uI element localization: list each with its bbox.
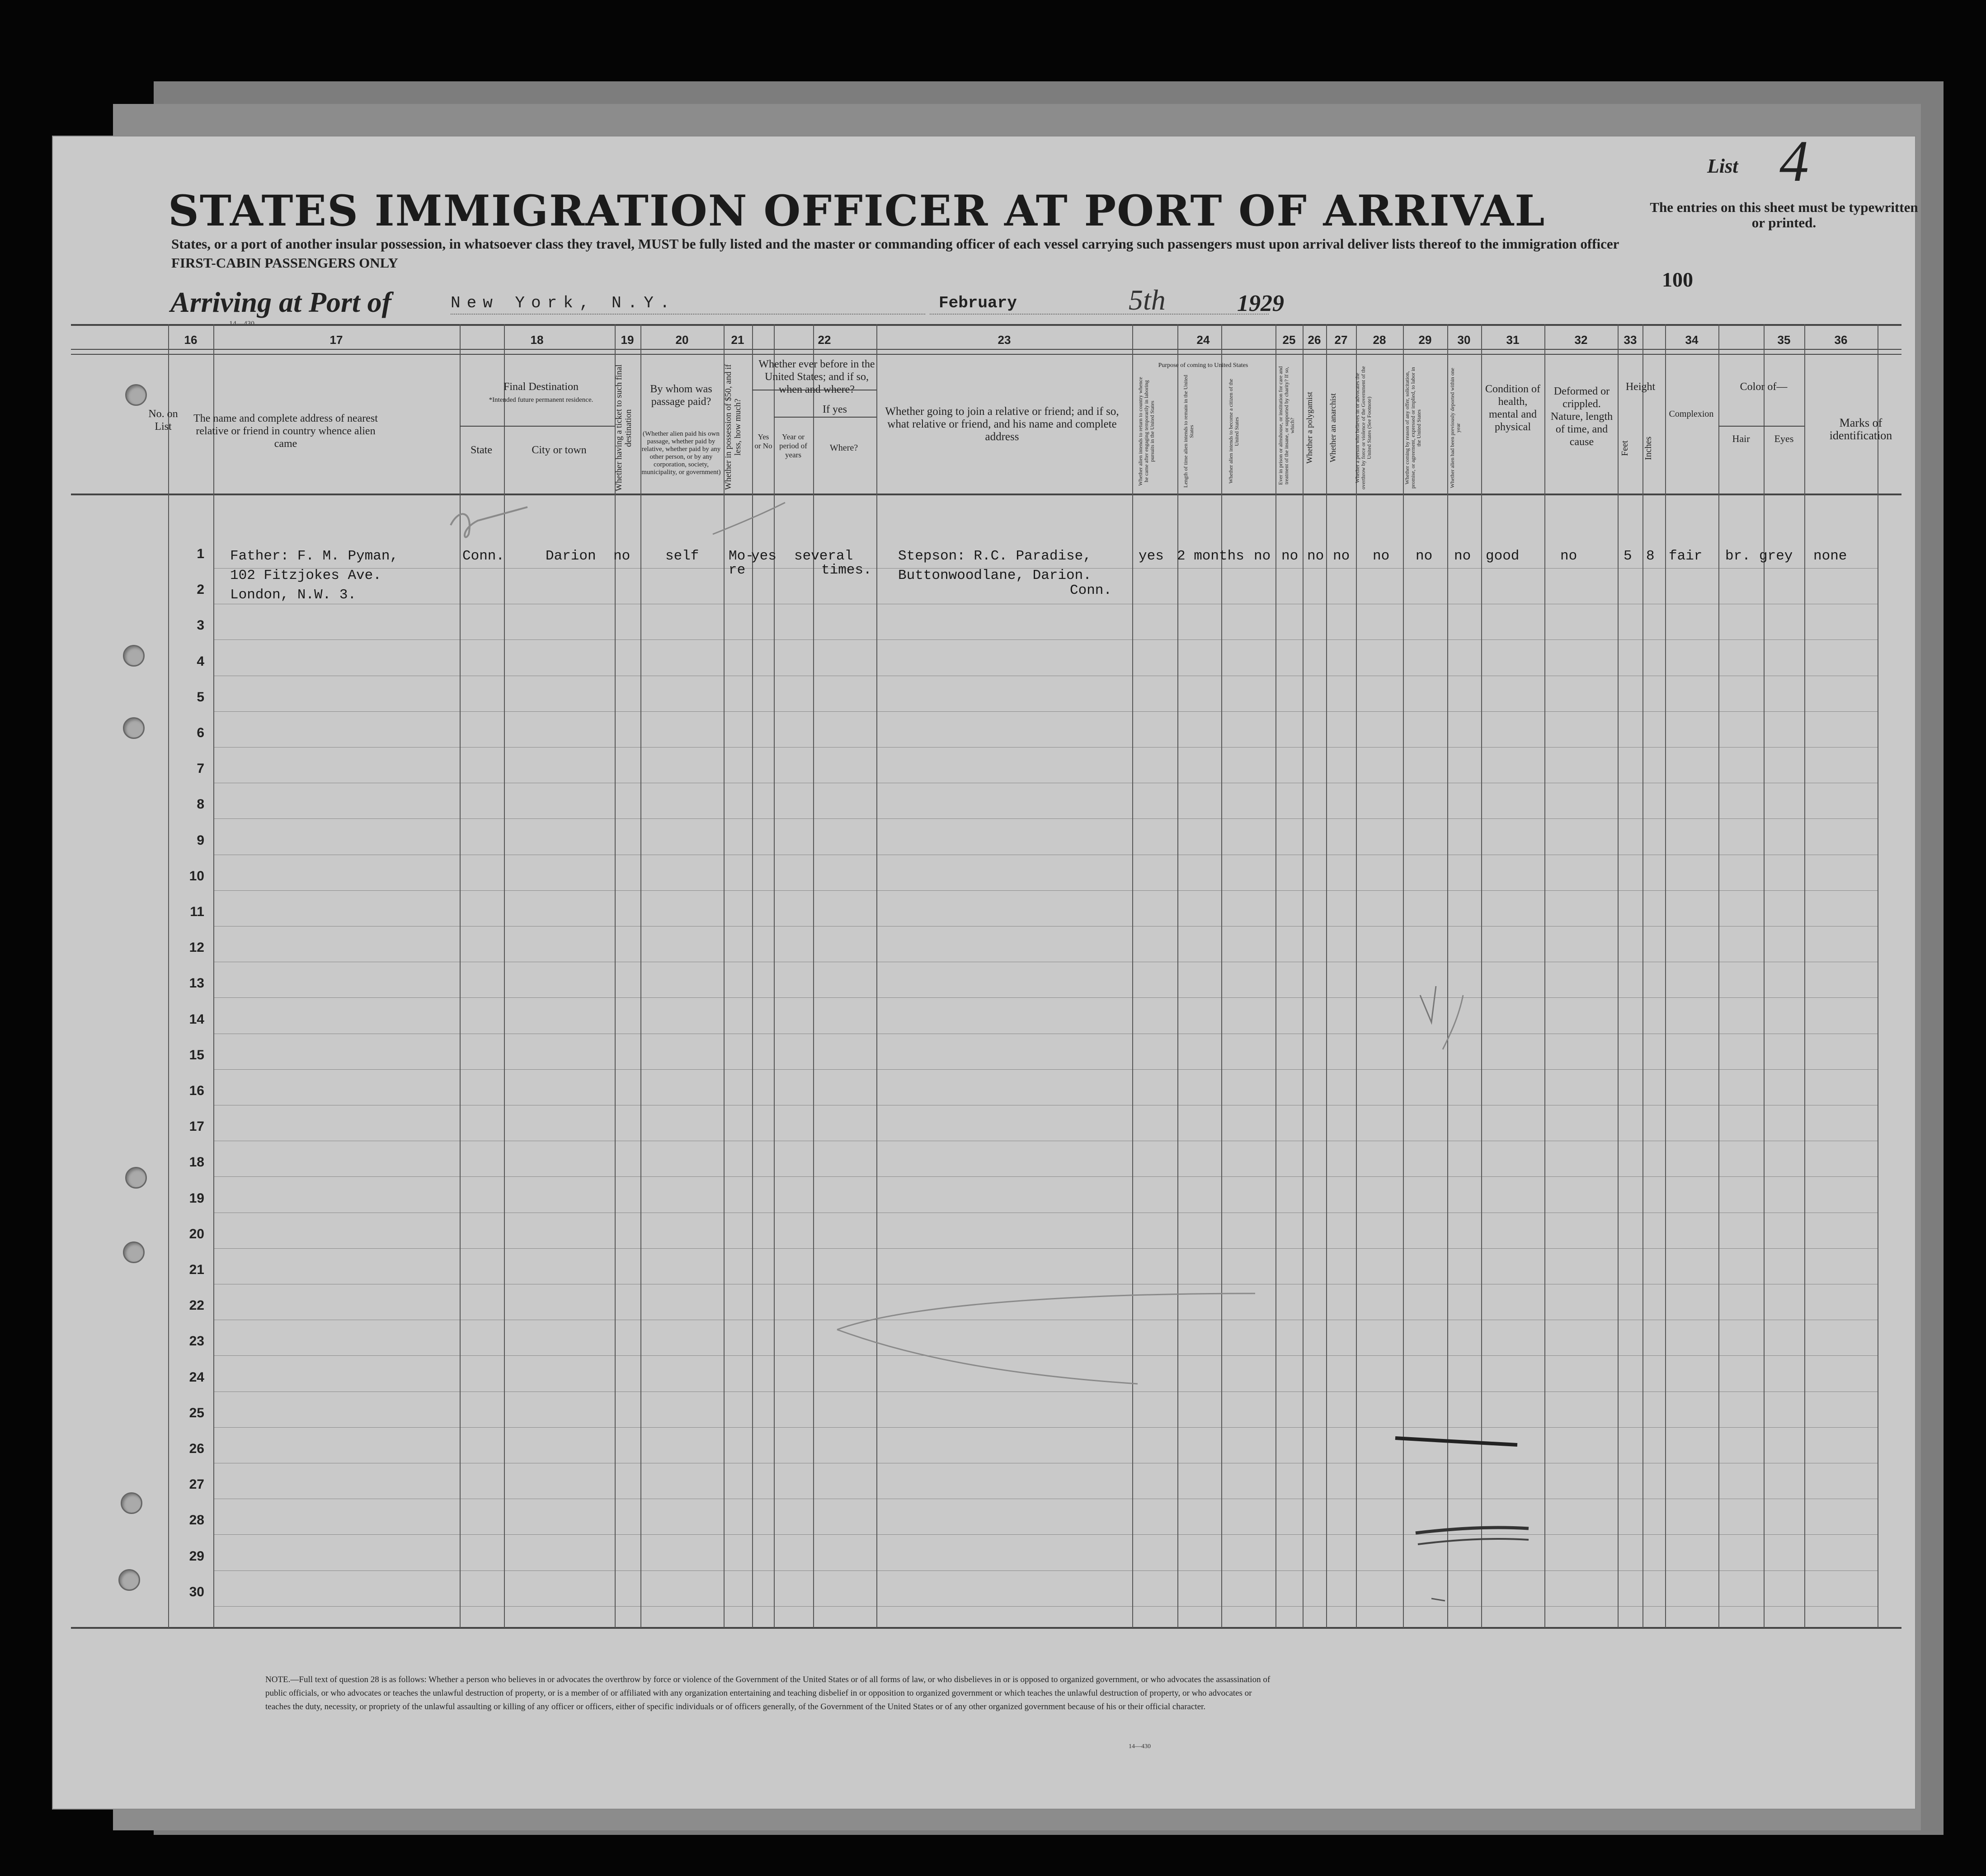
row-number: 4 — [197, 654, 204, 669]
entry-ticket: no — [613, 548, 631, 564]
entry-join-line1: Stepson: R.C. Paradise, — [898, 548, 1092, 564]
entry-q29: no — [1416, 548, 1433, 564]
column-number: 33 — [1624, 333, 1637, 347]
page-title: STATES IMMIGRATION OFFICER AT PORT OF ARRIVAL — [168, 186, 1546, 236]
row-number: 12 — [189, 940, 204, 955]
header-eyes: Eyes — [1774, 433, 1794, 444]
typewritten-notice: The entries on this sheet must be typewritten or printed. — [1650, 199, 1918, 230]
entry-relative-line3: London, N.W. 3. — [230, 587, 357, 603]
subtitle-line: States, or a port of another insular possession, in whatsoever class they travel, MUST be fully listed and the master or commanding officer of each vessel carrying such passengers must upon arrival deliver lists thereof to the immigration officer — [171, 236, 1619, 252]
row-number: 11 — [190, 904, 204, 919]
column-number: 36 — [1834, 333, 1848, 347]
column-number: 34 — [1685, 333, 1699, 347]
header-marks: Marks of identification — [1829, 416, 1892, 442]
row-number: 18 — [189, 1155, 204, 1170]
header-passage-paid-note: (Whether alien paid his own passage, whether paid by relative, whether paid by any other person, or by any corporation, society, municipality, or government) — [641, 430, 721, 476]
row-number: 14 — [189, 1011, 204, 1027]
header-deformed: Deformed or crippled. Nature, length of time, and cause — [1550, 386, 1613, 448]
header-length-stay: Length of time alien intends to remain in the United States — [1182, 375, 1195, 488]
entry-length: 2 months — [1177, 548, 1244, 564]
header-q29: Whether coming by reason of any offer, solicitation, promise, or agreement, expressed or implied, to labor in the United States — [1404, 367, 1422, 489]
row-number: 7 — [197, 761, 204, 776]
manifest-sheet — [52, 129, 1918, 1810]
entry-before-period-line1: several — [794, 548, 853, 564]
entry-passage-paid: self — [665, 548, 699, 564]
row-number: 6 — [197, 725, 204, 740]
row-number: 17 — [189, 1119, 204, 1134]
column-number: 25 — [1282, 333, 1296, 347]
binder-hole — [125, 384, 147, 406]
entry-q28: no — [1373, 548, 1390, 564]
entry-prison: no — [1281, 548, 1299, 564]
row-number: 5 — [197, 689, 204, 705]
entry-citizen: no — [1254, 548, 1271, 564]
entry-marks: none — [1813, 548, 1847, 564]
header-complexion: Complexion — [1669, 409, 1714, 419]
row-number: 16 — [189, 1083, 204, 1098]
row-number: 28 — [189, 1513, 204, 1528]
entry-health: good — [1486, 548, 1520, 564]
header-height: Height — [1625, 381, 1656, 393]
pencil-marks — [53, 136, 1915, 1809]
header-citizen: Whether alien intends to become a citizen of the United States — [1228, 379, 1240, 484]
header-feet: Feet — [1620, 440, 1630, 456]
entry-before-yes: yes — [751, 548, 777, 564]
entry-before-period-line2: times. — [821, 562, 872, 578]
row-number: 23 — [189, 1334, 204, 1349]
entry-city: Darion — [546, 548, 596, 564]
sheet-number: 100 — [1662, 268, 1693, 291]
header-return: Whether alien intends to return to country whence he came after engaging temporarily in laboring pursuits in the United States — [1137, 377, 1155, 486]
column-number: 27 — [1334, 333, 1348, 347]
entry-relative-line2: 102 Fitzjokes Ave. — [230, 568, 381, 583]
column-number: 26 — [1308, 333, 1321, 347]
entry-anarchist: no — [1333, 548, 1350, 564]
column-number: 16 — [184, 333, 198, 347]
binder-hole — [123, 717, 145, 739]
column-number: 29 — [1418, 333, 1432, 347]
column-number: 30 — [1457, 333, 1471, 347]
header-q28: Whether a person who believes in or advocates the overthrow by force or violence of the Government of the United States (See Footnote) — [1354, 366, 1372, 490]
entry-state: Conn. — [462, 548, 505, 564]
binder-hole — [123, 1241, 145, 1263]
entry-relative-line1: Father: F. M. Pyman, — [230, 548, 399, 564]
header-ticket: Whether having a ticket to such final destination — [614, 364, 633, 492]
row-number: 29 — [189, 1548, 204, 1564]
row-number: 2 — [197, 582, 204, 597]
header-polygamist: Whether a polygamist — [1305, 392, 1314, 464]
column-number: 28 — [1373, 333, 1386, 347]
column-number: 23 — [998, 333, 1011, 347]
header-color: Color of— — [1740, 381, 1788, 393]
footnote: NOTE.—Full text of question 28 is as follows: Whether a person who believes in or advocates the overthrow by force or violence of the Government of the United States or of all forms of law, or who disbelieves in or is opposed to organized government, or who advocates the assassination of public officials, or who advocates or teaches the unlawful destruction of property, or is a member of or affiliated with any organization entertaining and teaching disbelief in or opposition to organized government or which teaches the unlawful destruction of property, or who advocates or teaches the duty, necessity, or propriety of the unlawful assaulting or killing of any officer or officers, either of specific individuals or of officers generally, of the Government of the United States or of any other organized government because of his or their official character. — [265, 1675, 1271, 1711]
row-number: 15 — [189, 1047, 204, 1063]
header-health: Condition of health, mental and physical — [1485, 383, 1540, 433]
header-before-in-us: Whether ever before in the United States; and if so, when and where? — [758, 358, 875, 395]
header-where: Where? — [829, 443, 858, 453]
row-number: 10 — [189, 868, 204, 884]
column-number: 18 — [530, 333, 544, 347]
entry-q30: no — [1454, 548, 1471, 564]
header-if-yes: If yes — [823, 404, 847, 415]
row-number: 1 — [197, 546, 204, 561]
row-number: 24 — [189, 1369, 204, 1385]
column-number: 22 — [818, 333, 831, 347]
column-number: 32 — [1574, 333, 1588, 347]
binder-hole — [118, 1569, 140, 1591]
header-anarchist: Whether an anarchist — [1328, 393, 1337, 463]
header-year-period: Year or period of years — [779, 433, 807, 459]
column-number: 20 — [675, 333, 689, 347]
entry-feet: 5 — [1624, 548, 1632, 564]
header-inches: Inches — [1643, 436, 1653, 461]
header-prison: Ever in prison or almshouse, or institution for care and treatment of the insane, or supported by charity? If so, which? — [1277, 366, 1295, 485]
row-number: 9 — [197, 832, 204, 848]
binder-hole — [121, 1492, 142, 1514]
row-number: 27 — [189, 1477, 204, 1492]
row-number: 30 — [189, 1584, 204, 1599]
arrival-month: February — [939, 294, 1017, 312]
entry-inches: 8 — [1646, 548, 1655, 564]
header-money: Whether in possession of $50, and if less, how much? — [724, 364, 743, 490]
arrival-label: Arriving at Port of — [170, 286, 391, 318]
row-number: 3 — [197, 618, 204, 633]
row-number: 21 — [189, 1262, 204, 1277]
header-relative-address: The name and complete address of nearest relative or friend in country whence alien came — [193, 413, 378, 450]
entry-hair: br. — [1725, 548, 1751, 564]
list-number: 4 — [1779, 129, 1809, 194]
header-final-destination: Final Destination — [504, 381, 579, 393]
row-number: 20 — [189, 1226, 204, 1241]
entry-join-line3: Conn. — [1070, 583, 1112, 598]
entry-polygamist: no — [1307, 548, 1324, 564]
row-number: 26 — [189, 1441, 204, 1456]
entry-money-line1: Mo- — [729, 548, 754, 564]
row-number: 25 — [189, 1405, 204, 1420]
form-code-bottom: 14—430 — [1129, 1743, 1151, 1750]
column-number: 17 — [329, 333, 343, 347]
header-passage-paid: By whom was passage paid? — [650, 383, 712, 408]
row-number: 13 — [189, 976, 204, 991]
header-yes-no: Yes or No — [754, 433, 772, 450]
header-city: City or town — [532, 444, 587, 456]
arrival-year: 1929 — [1237, 291, 1284, 316]
header-no-on-list: No. on List — [148, 408, 178, 433]
header-hair: Hair — [1732, 433, 1750, 444]
header-state: State — [471, 444, 492, 456]
entry-return: yes — [1139, 548, 1164, 564]
list-label: List — [1707, 155, 1738, 177]
header-q30: Whether alien had been previously deported within one year — [1449, 367, 1461, 489]
header-final-destination-note: *Intended future permanent residence. — [489, 396, 593, 404]
row-number: 19 — [189, 1190, 204, 1206]
row-number: 22 — [189, 1298, 204, 1313]
binder-hole — [123, 645, 145, 667]
header-purpose: Purpose of coming to United States — [1158, 362, 1248, 369]
entry-money-line2: re — [729, 562, 746, 578]
class-line: FIRST-CABIN PASSENGERS ONLY — [171, 255, 398, 271]
column-number: 24 — [1196, 333, 1210, 347]
arrival-port: New York, N.Y. — [451, 294, 676, 312]
column-number: 19 — [621, 333, 634, 347]
column-number: 21 — [731, 333, 744, 347]
entry-eyes: grey — [1759, 548, 1793, 564]
binder-hole — [125, 1167, 147, 1189]
entry-deformed: no — [1560, 548, 1577, 564]
column-number: 31 — [1506, 333, 1520, 347]
row-number: 8 — [197, 797, 204, 812]
column-number: 35 — [1777, 333, 1791, 347]
entry-join-line2: Buttonwoodlane, Darion. — [898, 568, 1092, 583]
entry-complexion: fair — [1669, 548, 1703, 564]
arrival-day: 5th — [1129, 284, 1166, 316]
header-join-relative: Whether going to join a relative or friend; and if so, what relative or friend, and his name and complete address — [885, 405, 1119, 443]
